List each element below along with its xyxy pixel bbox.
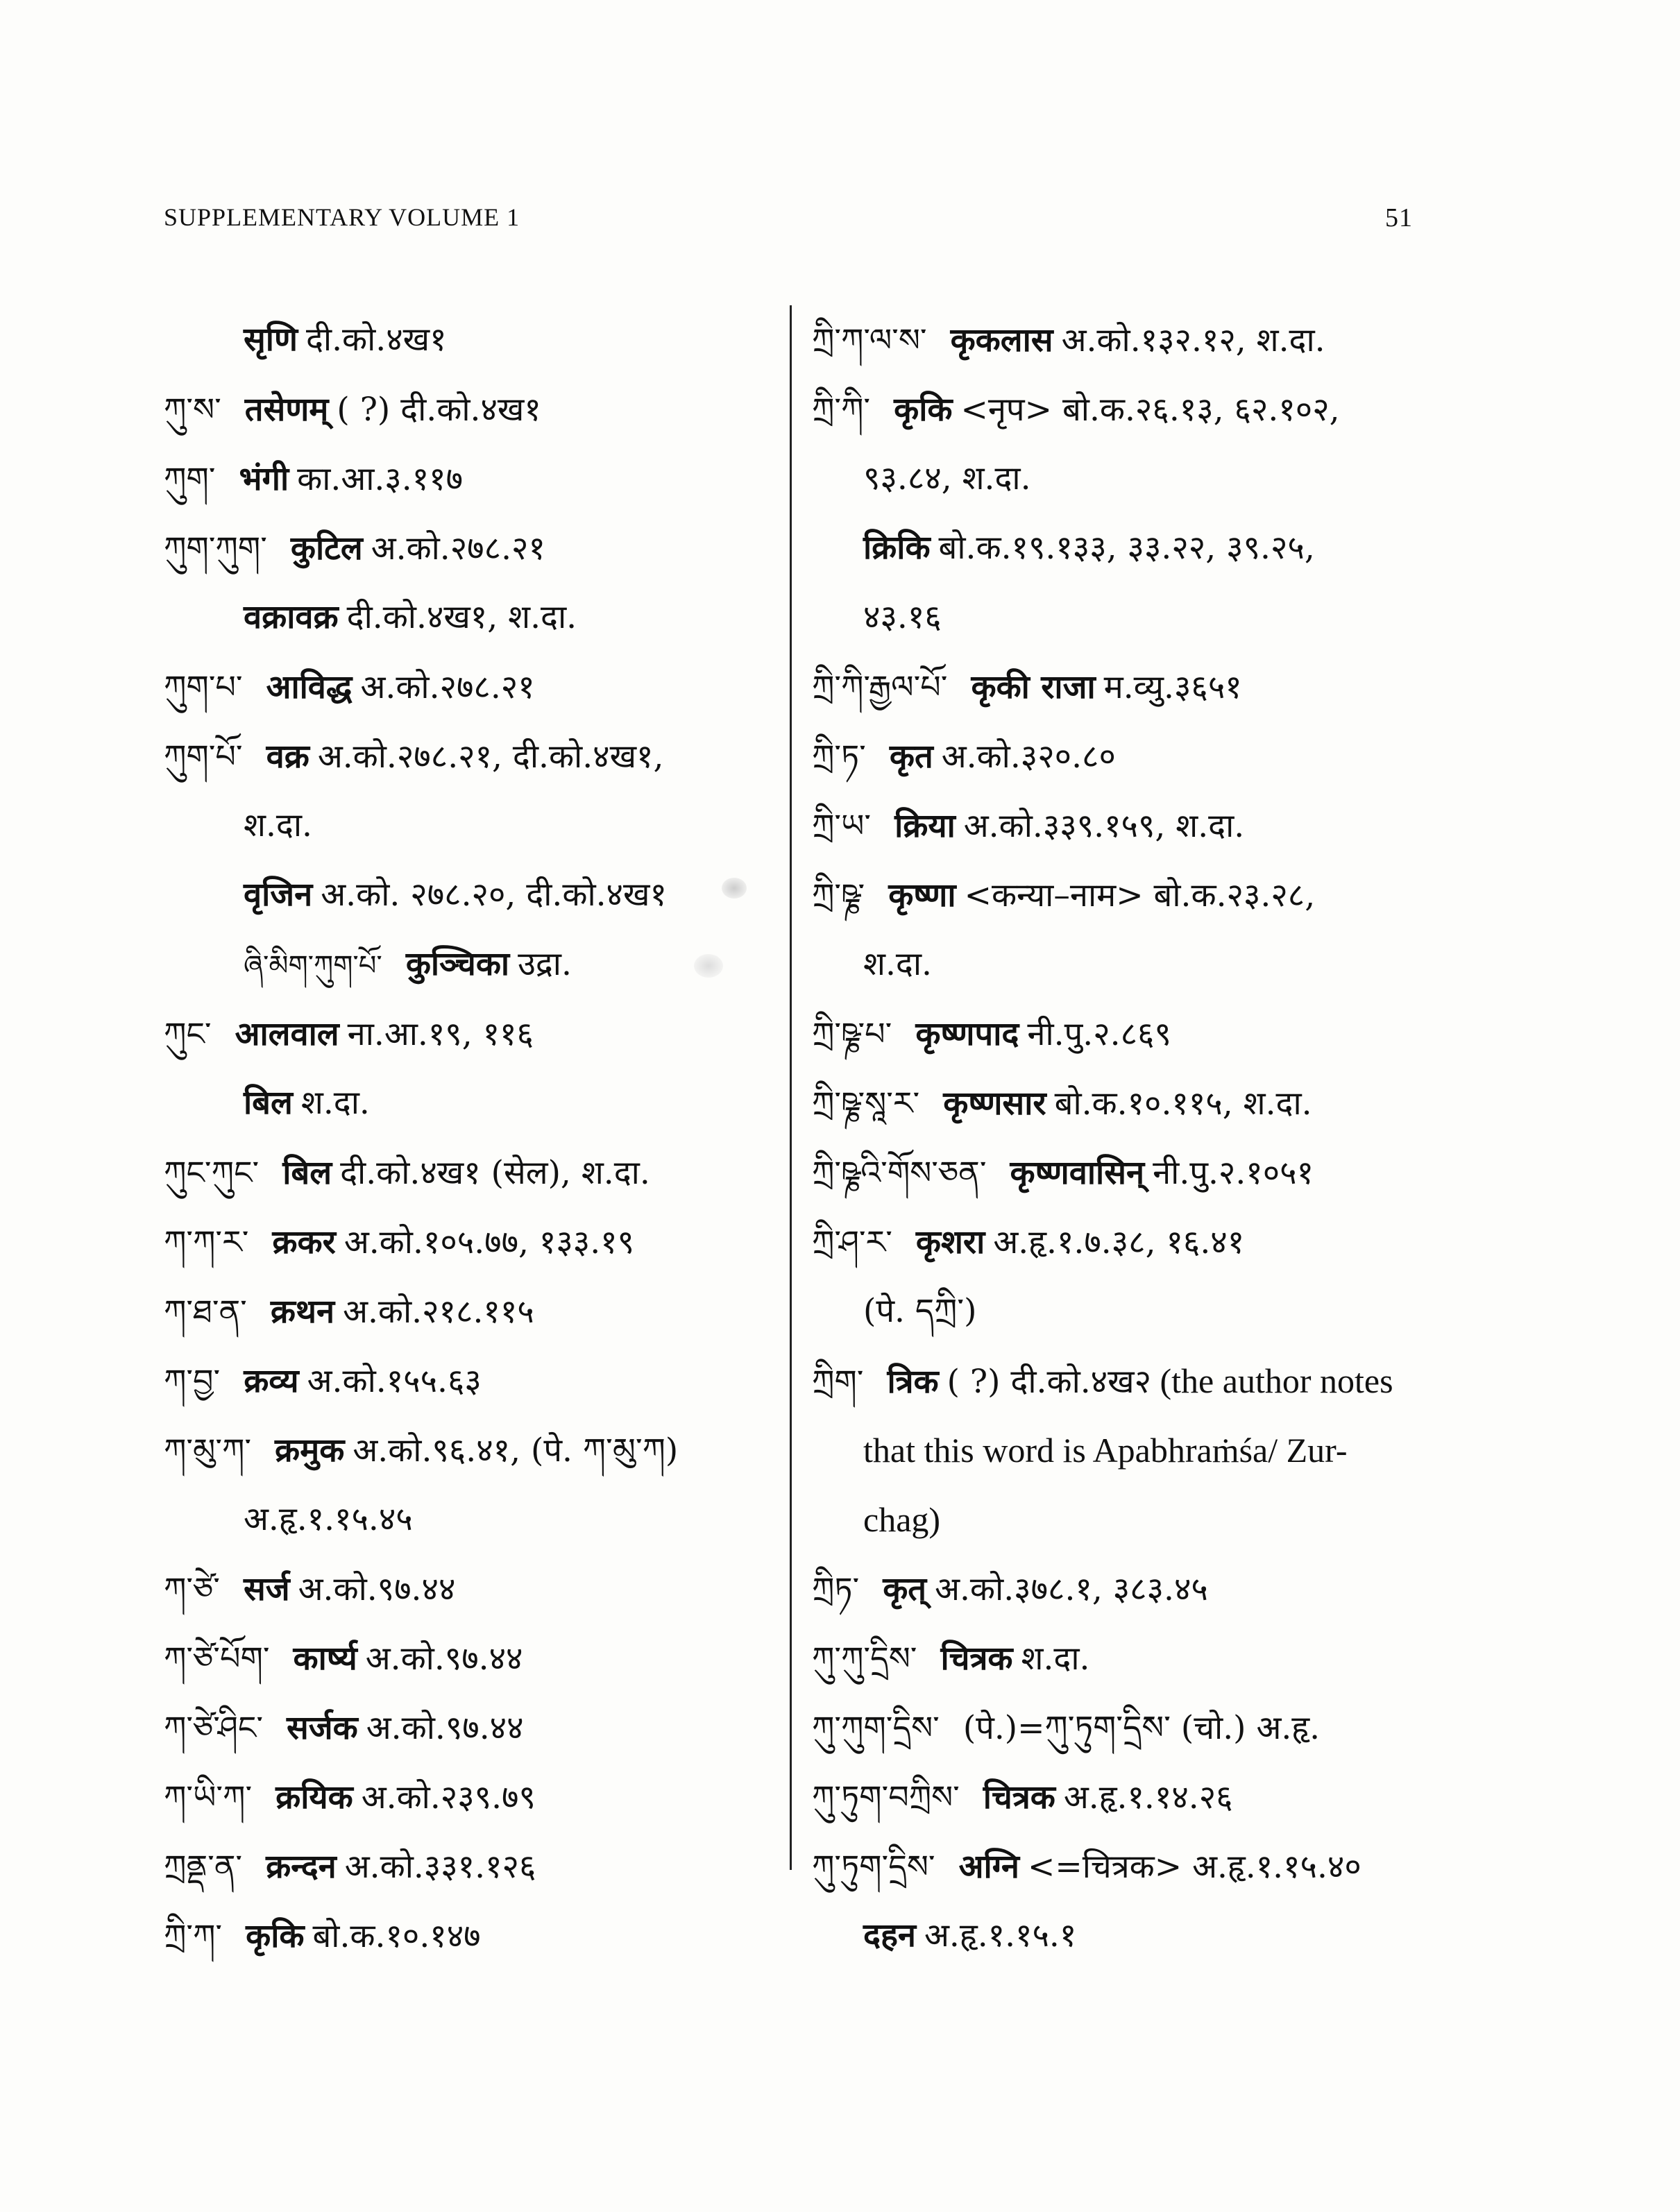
tibetan-headword: ཀྲི་ཥྞའི་གོས་ཅན་: [812, 1154, 987, 1191]
source-reference: अ.को.२३९.७९: [361, 1778, 536, 1817]
tibetan-headword: ཀྲི་ཥྞ་པ་: [812, 1015, 892, 1053]
source-reference: श.दा.: [300, 1084, 370, 1122]
tibetan-headword: ཀུག་པོ་: [164, 738, 243, 775]
source-reference: नी.पु.२.८६९: [1027, 1015, 1171, 1053]
tibetan-headword: ཀུ་ཏུག་དྲིས་: [812, 1848, 935, 1885]
scan-speck: [694, 954, 723, 978]
tibetan-headword: ཀྲི་ཀི་རྒྱལ་པོ་: [812, 668, 948, 706]
source-reference: अ.को.२७८.२१: [360, 668, 535, 706]
sanskrit-equivalent: त्रिक: [887, 1363, 939, 1401]
sanskrit-equivalent: क्रयिक: [275, 1778, 353, 1817]
tibetan-headword: ཀྲི་ཡ་: [812, 807, 872, 844]
tibetan-headword: ཀུག་: [164, 460, 216, 497]
tibetan-headword: ཀ་ཀ་ར་: [164, 1223, 249, 1261]
sanskrit-equivalent: कृष्णवासिन्: [1010, 1154, 1145, 1192]
tibetan-headword: ཀ་ཐ་ན་: [164, 1293, 247, 1330]
dictionary-line: [164, 1693, 774, 1762]
sanskrit-equivalent: चित्रक: [940, 1640, 1013, 1678]
sanskrit-equivalent: कृष्णा: [888, 876, 956, 914]
dictionary-line: [164, 375, 774, 444]
source-reference: श.दा.: [244, 806, 312, 844]
sanskrit-equivalent: भंगी: [239, 460, 289, 498]
dictionary-line: [164, 652, 774, 722]
sanskrit-equivalent: वक्रावक्र: [244, 598, 339, 636]
tibetan-headword: ཀྲིཏ་: [812, 1570, 860, 1608]
tibetan-headword: ཀ་བྱ་: [164, 1362, 221, 1399]
page-number: 51: [1385, 203, 1413, 232]
dictionary-line: [812, 1415, 1423, 1485]
dictionary-line: [812, 513, 1423, 583]
source-reference: अ.को.३३१.१२६: [344, 1848, 536, 1886]
dictionary-line: [164, 999, 774, 1069]
source-reference: (पे.)=ཀུ་ཏུག་དྲིས་ (चो.) अ.हृ.: [962, 1709, 1321, 1747]
sanskrit-equivalent: बिल: [244, 1084, 293, 1122]
dictionary-line: [812, 1138, 1423, 1207]
source-reference: श.दा.: [863, 945, 932, 983]
source-reference: अ.हृ.१.१५.४५: [244, 1500, 413, 1538]
dictionary-line: [164, 1762, 774, 1832]
scan-speck: [722, 878, 747, 899]
tibetan-headword: ཀུ་ཀུ་དྲིས་: [812, 1640, 917, 1677]
source-reference: अ.हृ.१.१४.२६: [1063, 1778, 1233, 1817]
running-title: SUPPLEMENTARY VOLUME 1: [164, 203, 520, 231]
tibetan-headword: ཀྲི་ཥྞ་: [812, 876, 865, 914]
tibetan-headword: ཀུག་ཀུག་: [164, 529, 267, 567]
source-reference: अ.को.२७८.२१, दी.को.४ख१,: [317, 738, 664, 776]
tibetan-headword: ཀ་ཙེ་པོག་: [164, 1640, 270, 1677]
dictionary-line: [812, 444, 1423, 513]
sanskrit-equivalent: सर्जक: [287, 1709, 358, 1747]
source-reference: का.आ.३.११७: [297, 460, 464, 498]
source-reference: <नृप> बो.क.२६.१३, ६२.१०२,: [960, 391, 1340, 429]
dictionary-line: [164, 1624, 774, 1693]
dictionary-line: [164, 583, 774, 652]
source-reference: अ.को.९७.४४: [365, 1640, 523, 1678]
tibetan-headword: ཀུང་: [164, 1015, 212, 1053]
dictionary-line: [812, 722, 1423, 791]
dictionary-line: [812, 999, 1423, 1069]
dictionary-line: [164, 722, 774, 791]
sanskrit-equivalent: वृजिन: [244, 876, 313, 914]
sanskrit-equivalent: वक्र: [266, 738, 309, 776]
source-reference: <कन्या–नाम> बो.क.२३.२८,: [964, 876, 1316, 914]
dictionary-line: [164, 791, 774, 860]
source-reference: ( ?) दी.को.४ख१: [337, 391, 541, 429]
dictionary-line: [164, 1901, 774, 1971]
source-reference: बो.क.१९.१३३, ३३.२२, ३९.२५,: [938, 529, 1315, 567]
english-note: that this word is Apabhraṁśa/ Zur-: [863, 1431, 1348, 1470]
source-reference: उद्रा.: [518, 945, 572, 983]
tibetan-headword: ཀྲི་ཀི་: [812, 391, 871, 428]
source-reference: बो.क.१०.११५, श.दा.: [1054, 1084, 1312, 1123]
sanskrit-equivalent: कार्ष्य: [293, 1640, 357, 1678]
tibetan-headword: ཀྲི་ཤ་ར་: [812, 1223, 892, 1261]
dictionary-line: [164, 513, 774, 583]
sanskrit-equivalent: तसेणम्: [244, 391, 329, 429]
dictionary-line: [812, 1762, 1423, 1832]
source-reference: ९३.८४, श.दा.: [863, 459, 1031, 497]
sanskrit-equivalent: कृष्णसार: [943, 1084, 1046, 1123]
sanskrit-equivalent: बिल: [282, 1154, 332, 1192]
english-note: (the author notes: [1151, 1361, 1393, 1400]
dictionary-line: [164, 444, 774, 513]
dictionary-line: [812, 1693, 1423, 1762]
right-column: [812, 305, 1423, 1971]
source-reference: अ.को.९७.४४: [298, 1570, 456, 1608]
source-reference: अ.को.३७८.१, ३८३.४५: [935, 1570, 1208, 1608]
dictionary-line: [164, 1207, 774, 1277]
source-reference: म.व्यु.३६५१: [1103, 668, 1242, 706]
dictionary-line: [164, 1832, 774, 1901]
sanskrit-equivalent: सर्ज: [243, 1570, 290, 1608]
sanskrit-equivalent: कुटिल: [290, 529, 363, 568]
sanskrit-equivalent: कृकी राजा: [971, 668, 1096, 706]
source-reference: अ.को.२७८.२१: [371, 529, 545, 568]
dictionary-line: [164, 1485, 774, 1554]
source-reference: अ.को.३३९.१५९, श.दा.: [963, 807, 1245, 845]
tibetan-headword: ཀ་མུ་ཀ་: [164, 1431, 252, 1469]
dictionary-line: [812, 1277, 1423, 1346]
source-reference: नी.पु.२.१०५१: [1153, 1154, 1314, 1192]
source-reference: अ.को.१०५.७७, १३३.१९: [343, 1223, 635, 1261]
dictionary-line: [164, 1138, 774, 1207]
sanskrit-equivalent: चित्रक: [983, 1778, 1055, 1817]
source-reference: अ.को.१५५.६३: [307, 1362, 482, 1400]
sanskrit-equivalent: क्रिया: [894, 807, 956, 845]
dictionary-line: [812, 1485, 1423, 1554]
source-reference: अ.को.९७.४४: [366, 1709, 524, 1747]
sanskrit-equivalent: क्रमुक: [275, 1431, 345, 1470]
sanskrit-equivalent: क्रकर: [272, 1223, 336, 1261]
sanskrit-equivalent: कृत्: [883, 1570, 927, 1608]
english-note: chag): [863, 1500, 941, 1539]
dictionary-line: [812, 1207, 1423, 1277]
sanskrit-equivalent: कृकि: [894, 391, 953, 429]
source-reference: अ.को. २७८.२०, दी.को.४ख१: [321, 876, 667, 914]
source-reference: ( ?) दी.को.४ख२: [947, 1363, 1152, 1401]
tibetan-headword: ཀ་ཙེ་ཤིང་: [164, 1709, 264, 1746]
tibetan-headword: ཀྲི་ཀ་ལ་ས་: [812, 321, 927, 359]
dictionary-line: [164, 860, 774, 930]
tibetan-headword: ཀྲིག་: [812, 1363, 864, 1400]
source-reference: ४३.१६: [863, 598, 942, 636]
source-reference: अ.को.३२०.८०: [941, 738, 1116, 776]
source-reference: (पे. དཀྲི་): [863, 1292, 977, 1330]
sanskrit-equivalent: कृष्णपाद: [915, 1015, 1019, 1053]
dictionary-line: [812, 1346, 1423, 1415]
tibetan-headword: ཀུ་ཏུག་བཀྲིས་: [812, 1778, 960, 1816]
source-reference: श.दा.: [1021, 1640, 1090, 1678]
dictionary-line: [164, 1415, 774, 1485]
source-reference: बो.क.१०.१४७: [312, 1917, 481, 1955]
dictionary-line: [812, 1832, 1423, 1901]
source-reference: अ.हृ.१.१५.१: [924, 1916, 1077, 1955]
dictionary-line: [812, 1901, 1423, 1971]
sanskrit-equivalent: क्रन्दन: [266, 1848, 337, 1886]
dictionary-line: [812, 791, 1423, 860]
dictionary-line: [164, 1346, 774, 1415]
sanskrit-equivalent: क्रथन: [270, 1293, 335, 1331]
dictionary-line: [812, 583, 1423, 652]
dictionary-line: [164, 1277, 774, 1346]
source-reference: <=चित्रक> अ.हृ.१.१५.४०: [1027, 1848, 1361, 1886]
sanskrit-equivalent: दहन: [863, 1916, 916, 1955]
running-header: [164, 203, 1413, 244]
dictionary-line: [812, 375, 1423, 444]
dictionary-line: [164, 305, 774, 375]
left-column: [164, 305, 774, 1971]
source-reference: ना.आ.१९, ११६: [347, 1015, 534, 1053]
column-divider: [790, 305, 792, 1870]
dictionary-line: [812, 1624, 1423, 1693]
tibetan-headword: ཀྲི་ཥྞ་སཱ་ར་: [812, 1084, 920, 1122]
tibetan-headword: ཀྲི་ཀ་: [164, 1917, 223, 1955]
tibetan-headword: ཀུག་པ་: [164, 668, 243, 706]
sanskrit-equivalent: अग्नि: [958, 1848, 1019, 1886]
sanskrit-equivalent: कृशरा: [915, 1223, 985, 1261]
source-reference: अ.हृ.१.७.३८, १६.४१: [993, 1223, 1245, 1261]
sanskrit-equivalent: क्रव्य: [244, 1362, 299, 1400]
dictionary-line: [812, 652, 1423, 722]
sanskrit-equivalent: कृकलास: [950, 321, 1053, 359]
tibetan-headword: ཀ་ཙེ་: [164, 1570, 220, 1608]
source-reference: दी.को.४ख१: [305, 321, 447, 359]
dictionary-line: [812, 930, 1423, 999]
sanskrit-equivalent: कृकि: [246, 1917, 305, 1955]
source-reference: अ.को.९६.४१, (पे. ཀ་མུ་ཀ): [353, 1431, 679, 1470]
dictionary-line: [164, 1069, 774, 1138]
tibetan-headword: ཀ་ཡི་ཀ་: [164, 1778, 253, 1816]
dictionary-line: [812, 860, 1423, 930]
source-reference: अ.को.२१८.११५: [343, 1293, 534, 1331]
tibetan-headword: ཞི་མིག་ཀུག་པོ་: [244, 950, 382, 982]
sanskrit-equivalent: क्रिकि: [863, 529, 931, 567]
tibetan-headword: ཀྲནྡ་ན་: [164, 1848, 243, 1885]
dictionary-line: [812, 1554, 1423, 1624]
sanskrit-equivalent: कृत: [889, 738, 933, 776]
source-reference: अ.को.१३२.१२, श.दा.: [1061, 321, 1325, 359]
tibetan-headword: ཀུ་ས་: [164, 391, 221, 428]
source-reference: दी.को.४ख१ (सेल), श.दा.: [340, 1154, 650, 1192]
dictionary-line: [164, 1554, 774, 1624]
tibetan-headword: ཀུང་ཀུང་: [164, 1154, 260, 1191]
sanskrit-equivalent: आलवाल: [235, 1015, 339, 1053]
source-reference: दी.को.४ख१, श.दा.: [346, 598, 577, 636]
dictionary-line: [812, 1069, 1423, 1138]
dictionary-line: [164, 930, 774, 999]
tibetan-headword: ཀུ་ཀུག་དྲིས་: [812, 1709, 940, 1746]
sanskrit-equivalent: आविद्ध: [266, 668, 353, 706]
sanskrit-equivalent: सृणि: [244, 321, 298, 359]
tibetan-headword: ཀྲི་ཏ་: [812, 738, 866, 775]
sanskrit-equivalent: कुञ्चिका: [405, 945, 510, 983]
dictionary-line: [812, 305, 1423, 375]
